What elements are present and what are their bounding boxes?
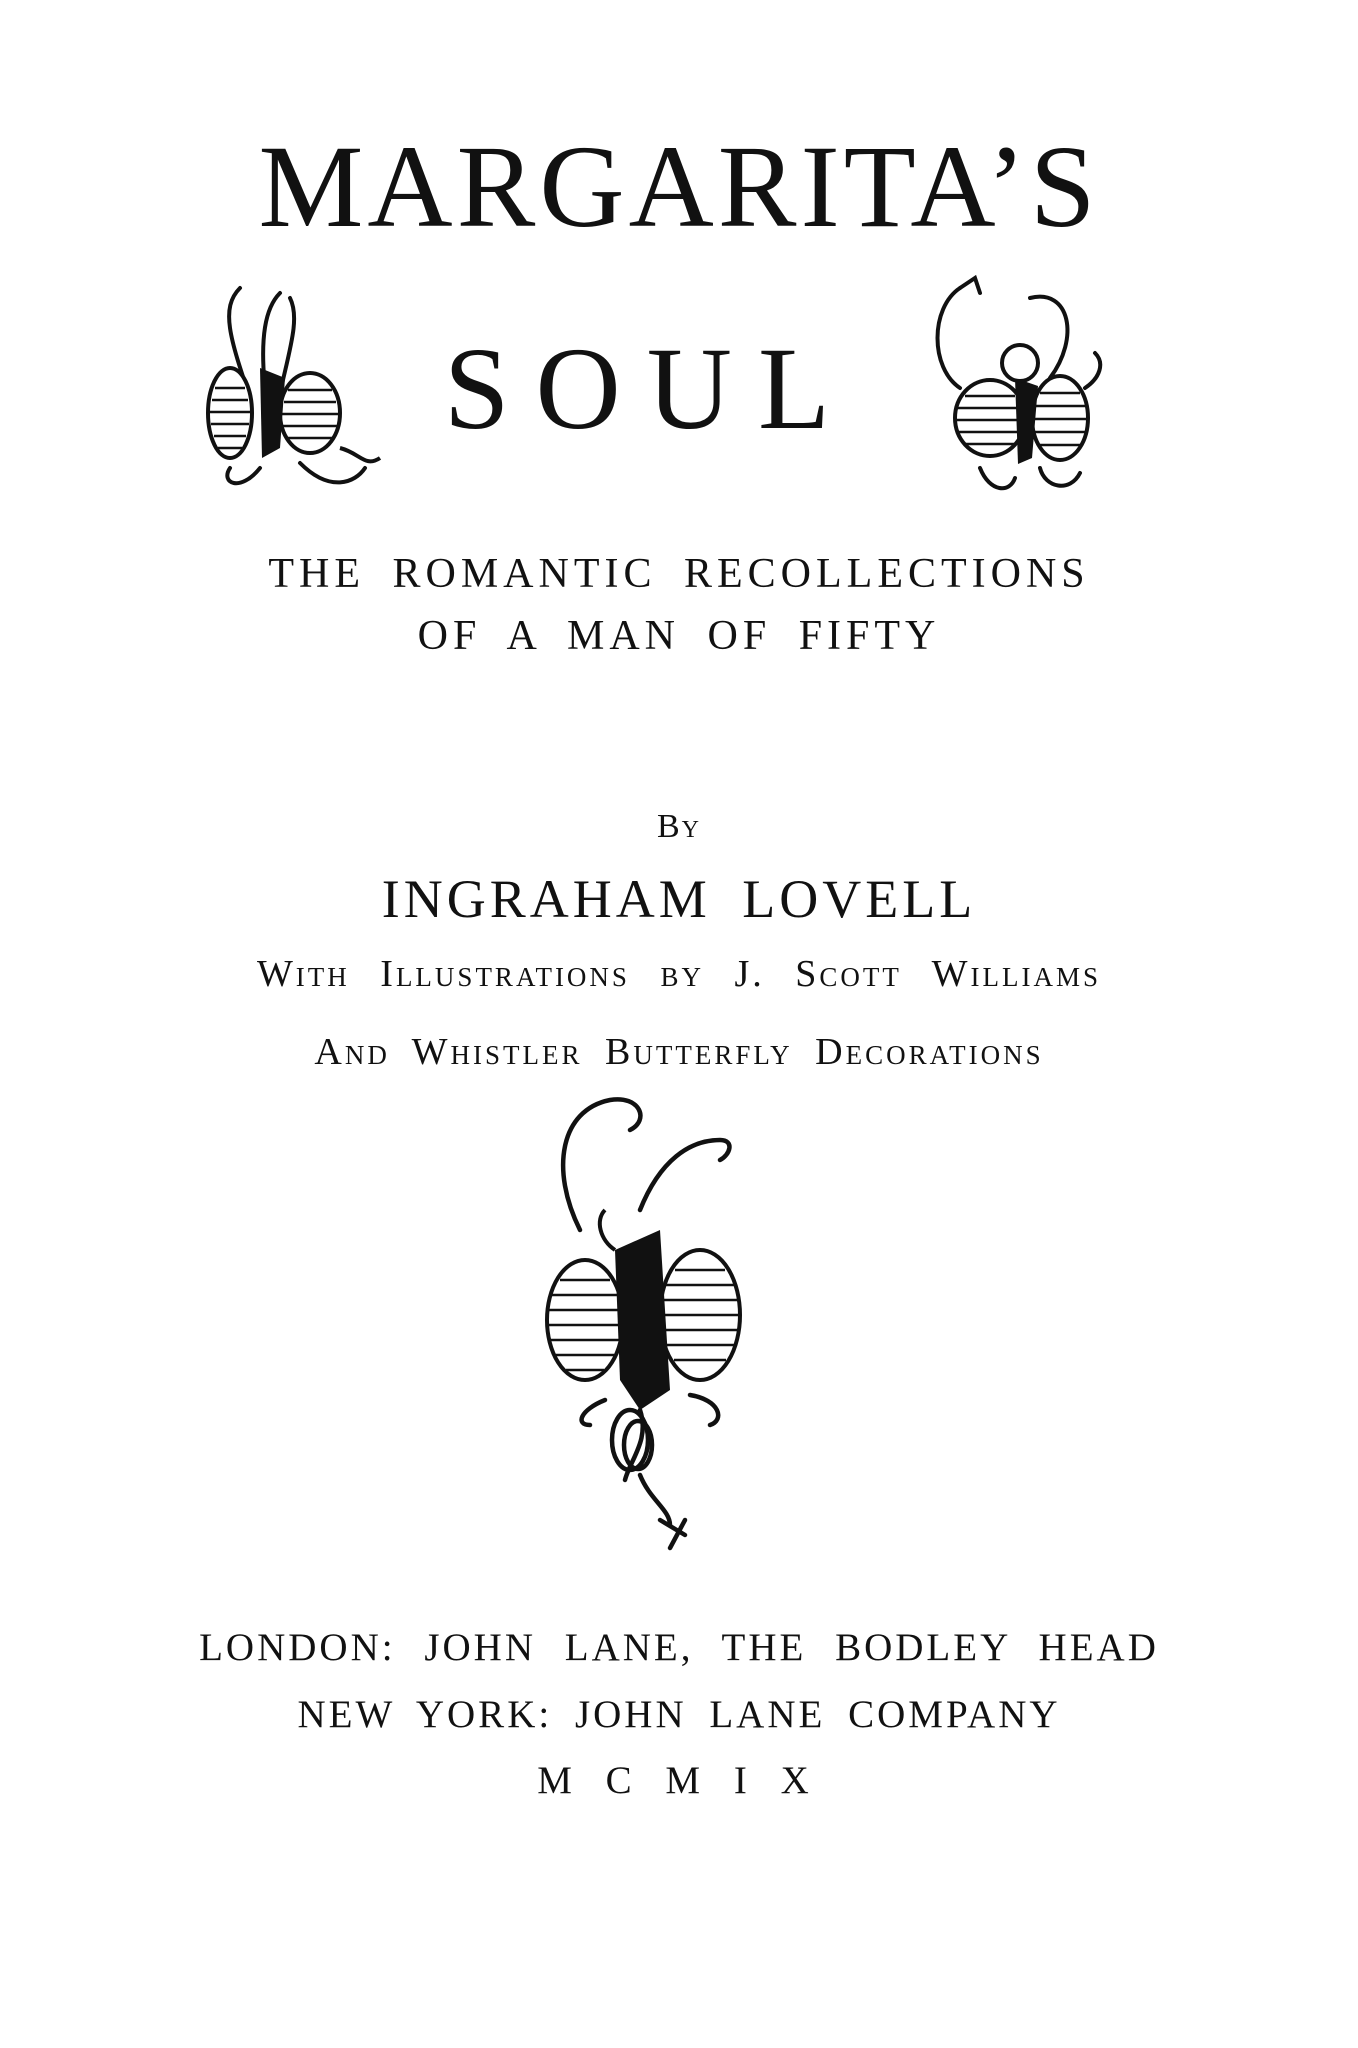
publisher-new-york: NEW YORK: JOHN LANE COMPANY — [297, 1693, 1061, 1736]
book-title: MARGARITA’S — [258, 121, 1100, 252]
center-butterfly-icon — [520, 1080, 820, 1550]
publication-year: M C M I X — [537, 1759, 821, 1802]
right-butterfly-icon — [920, 268, 1110, 508]
by-label: By — [656, 808, 701, 845]
author-name: INGRAHAM LOVELL — [381, 869, 977, 929]
subtitle-line-1: THE ROMANTIC RECOLLECTIONS — [268, 551, 1090, 597]
book-title-soul: SOUL — [443, 323, 857, 454]
subtitle-line-2: OF A MAN OF FIFTY — [417, 613, 941, 659]
decorations-credit: And Whistler Butterfly Decorations — [314, 1031, 1044, 1073]
publisher-london: LONDON: JOHN LANE, THE BODLEY HEAD — [199, 1626, 1159, 1669]
illustrations-credit: With Illustrations by J. Scott Williams — [256, 953, 1102, 995]
left-butterfly-icon — [190, 278, 390, 518]
title-soul-row — [190, 278, 1110, 518]
